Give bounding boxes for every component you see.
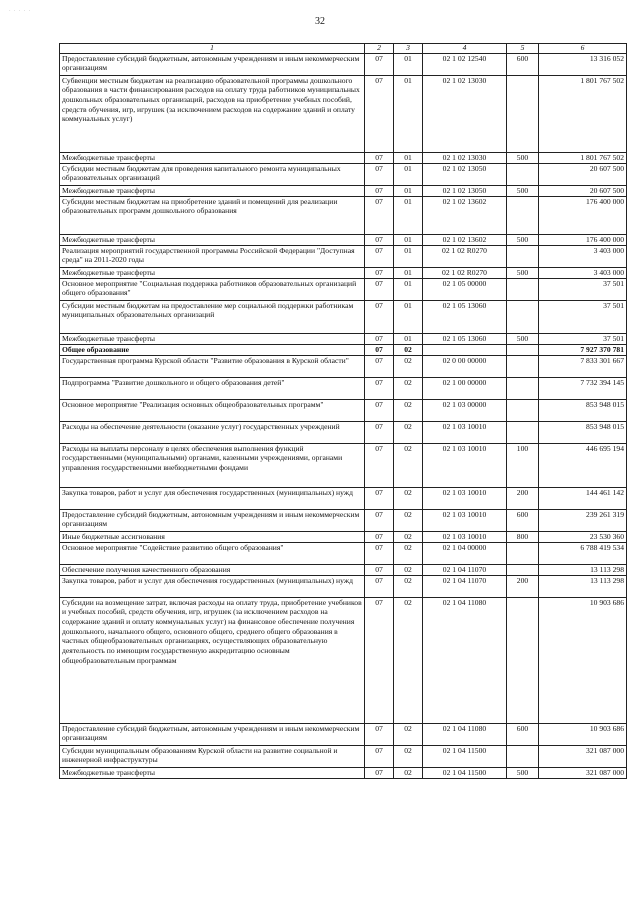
row-subsection: 02	[394, 443, 423, 487]
row-expense-type: 600	[507, 53, 539, 75]
row-target-code: 02 1 05 00000	[423, 278, 507, 300]
row-name: Предоставление субсидий бюджетным, автономным учреждениям и иным некоммерческим организациям	[60, 723, 365, 745]
row-section: 07	[365, 267, 394, 278]
row-name: Субсидии на возмещение затрат, включая расходы на оплату труда, приобретение учебников и учебных пособий, средств обучения, игр, игрушек (за исключением расходов на содержание зданий и оплату коммунальных услуг) на финансовое обеспечение получения дошкольного, начального общего, основного общего, среднего общего образования в частных общеобразовательных организациях, осуществляющих образовательную деятельность по имеющим государственную аккредитацию основным общеобразовательным программам	[60, 597, 365, 723]
row-amount: 13 113 298	[539, 575, 627, 597]
row-expense-type	[507, 377, 539, 399]
row-amount: 853 948 015	[539, 399, 627, 421]
row-name: Обеспечение получения качественного образования	[60, 564, 365, 575]
row-amount: 20 607 500	[539, 163, 627, 185]
row-name: Закупка товаров, работ и услуг для обеспечения государственных (муниципальных) нужд	[60, 575, 365, 597]
table-row	[60, 377, 627, 399]
row-name: Закупка товаров, работ и услуг для обеспечения государственных (муниципальных) нужд	[60, 487, 365, 509]
row-section: 07	[365, 443, 394, 487]
row-section: 07	[365, 152, 394, 163]
table-row	[60, 267, 627, 278]
table-row	[60, 300, 627, 333]
row-subsection: 01	[394, 185, 423, 196]
row-amount: 10 903 686	[539, 597, 627, 723]
row-section: 07	[365, 245, 394, 267]
column-header-section: 2	[365, 44, 394, 54]
table-row	[60, 421, 627, 443]
row-subsection: 02	[394, 509, 423, 531]
row-name: Подпрограмма "Развитие дошкольного и общего образования детей"	[60, 377, 365, 399]
row-amount: 37 501	[539, 278, 627, 300]
row-subsection: 02	[394, 355, 423, 377]
row-amount: 10 903 686	[539, 723, 627, 745]
row-subsection: 01	[394, 163, 423, 185]
row-section: 07	[365, 53, 394, 75]
row-target-code: 02 1 04 11080	[423, 723, 507, 745]
row-target-code: 02 0 00 00000	[423, 355, 507, 377]
row-target-code: 02 1 03 10010	[423, 443, 507, 487]
row-target-code: 02 1 02 R0270	[423, 245, 507, 267]
row-target-code: 02 1 02 13030	[423, 75, 507, 152]
table-row	[60, 152, 627, 163]
table-row	[60, 196, 627, 234]
row-target-code: 02 1 03 10010	[423, 509, 507, 531]
row-subsection: 01	[394, 75, 423, 152]
row-expense-type: 200	[507, 487, 539, 509]
table-row	[60, 767, 627, 778]
table-row	[60, 399, 627, 421]
row-amount: 37 501	[539, 300, 627, 333]
row-expense-type	[507, 421, 539, 443]
table-row	[60, 745, 627, 767]
row-target-code: 02 1 02 12540	[423, 53, 507, 75]
row-amount: 13 316 052	[539, 53, 627, 75]
row-section: 07	[365, 597, 394, 723]
row-amount: 7 927 370 781	[539, 344, 627, 355]
row-name: Субсидии местным бюджетам на предоставление мер социальной поддержки работникам муниципальных образовательных организаций	[60, 300, 365, 333]
row-section: 07	[365, 300, 394, 333]
row-target-code: 02 1 04 11500	[423, 745, 507, 767]
table-row	[60, 564, 627, 575]
row-name: Межбюджетные трансферты	[60, 333, 365, 344]
row-subsection: 02	[394, 597, 423, 723]
row-name: Иные бюджетные ассигнования	[60, 531, 365, 542]
row-subsection: 01	[394, 278, 423, 300]
row-amount: 13 113 298	[539, 564, 627, 575]
row-name: Реализация мероприятий государственной программы Российской Федерации "Доступная среда" на 2011-2020 годы	[60, 245, 365, 267]
row-amount: 321 087 000	[539, 745, 627, 767]
row-section: 07	[365, 185, 394, 196]
row-expense-type: 800	[507, 531, 539, 542]
row-target-code: 02 1 03 10010	[423, 421, 507, 443]
row-expense-type: 100	[507, 443, 539, 487]
row-name: Предоставление субсидий бюджетным, автономным учреждениям и иным некоммерческим организациям	[60, 53, 365, 75]
row-subsection: 02	[394, 767, 423, 778]
row-target-code: 02 1 04 11500	[423, 767, 507, 778]
scan-mark: · · · · ·	[9, 9, 32, 14]
row-amount: 6 788 419 534	[539, 542, 627, 564]
row-subsection: 02	[394, 564, 423, 575]
table-row	[60, 75, 627, 152]
row-section: 07	[365, 564, 394, 575]
row-name: Субсидии муниципальным образованиям Курской области на развитие социальной и инженерной инфраструктуры	[60, 745, 365, 767]
row-amount: 321 087 000	[539, 767, 627, 778]
row-expense-type: 600	[507, 723, 539, 745]
row-section: 07	[365, 399, 394, 421]
row-section: 07	[365, 767, 394, 778]
row-expense-type	[507, 196, 539, 234]
table-row	[60, 245, 627, 267]
row-amount: 20 607 500	[539, 185, 627, 196]
row-section: 07	[365, 531, 394, 542]
row-expense-type	[507, 355, 539, 377]
row-expense-type	[507, 75, 539, 152]
row-subsection: 01	[394, 53, 423, 75]
row-name: Субсидии местным бюджетам для проведения капитального ремонта муниципальных образовательных организаций	[60, 163, 365, 185]
row-subsection: 01	[394, 152, 423, 163]
row-expense-type: 500	[507, 234, 539, 245]
row-section: 07	[365, 196, 394, 234]
row-name: Межбюджетные трансферты	[60, 152, 365, 163]
row-section: 07	[365, 333, 394, 344]
row-subsection: 02	[394, 399, 423, 421]
row-target-code	[423, 344, 507, 355]
row-name: Межбюджетные трансферты	[60, 234, 365, 245]
row-amount: 144 461 142	[539, 487, 627, 509]
row-subsection: 02	[394, 575, 423, 597]
table-row	[60, 163, 627, 185]
column-header-target-code: 4	[423, 44, 507, 54]
table-row	[60, 443, 627, 487]
row-section: 07	[365, 745, 394, 767]
row-subsection: 01	[394, 196, 423, 234]
row-expense-type: 500	[507, 152, 539, 163]
row-amount: 3 403 000	[539, 245, 627, 267]
column-header-amount: 6	[539, 44, 627, 54]
row-target-code: 02 1 02 13050	[423, 163, 507, 185]
row-name: Общее образование	[60, 344, 365, 355]
row-target-code: 02 1 02 13602	[423, 234, 507, 245]
table-row	[60, 723, 627, 745]
row-amount: 23 530 360	[539, 531, 627, 542]
row-section: 07	[365, 575, 394, 597]
page-number: 32	[315, 16, 325, 27]
row-amount: 176 400 000	[539, 196, 627, 234]
table-row	[60, 53, 627, 75]
row-section: 07	[365, 509, 394, 531]
table-row	[60, 333, 627, 344]
row-target-code: 02 1 03 10010	[423, 487, 507, 509]
row-subsection: 01	[394, 267, 423, 278]
row-name: Основное мероприятие "Реализация основных общеобразовательных программ"	[60, 399, 365, 421]
table-row	[60, 487, 627, 509]
row-subsection: 01	[394, 245, 423, 267]
row-target-code: 02 1 04 11070	[423, 564, 507, 575]
row-expense-type	[507, 163, 539, 185]
row-section: 07	[365, 344, 394, 355]
row-name: Государственная программа Курской области "Развитие образования в Курской области"	[60, 355, 365, 377]
row-target-code: 02 1 00 00000	[423, 377, 507, 399]
row-target-code: 02 1 02 13050	[423, 185, 507, 196]
row-section: 07	[365, 355, 394, 377]
row-subsection: 02	[394, 531, 423, 542]
table-row	[60, 575, 627, 597]
table-body	[60, 53, 627, 778]
row-target-code: 02 1 04 00000	[423, 542, 507, 564]
row-target-code: 02 1 03 00000	[423, 399, 507, 421]
table-row	[60, 542, 627, 564]
column-header-subsection: 3	[394, 44, 423, 54]
column-header-expense-type: 5	[507, 44, 539, 54]
row-name: Субсидии местным бюджетам на приобретение зданий и помещений для реализации образовательных программ дошкольного образования	[60, 196, 365, 234]
row-expense-type	[507, 278, 539, 300]
row-name: Межбюджетные трансферты	[60, 267, 365, 278]
row-subsection: 02	[394, 542, 423, 564]
row-name: Субвенции местным бюджетам на реализацию образовательной программы дошкольного образования в части финансирования расходов на оплату труда работников муниципальных дошкольных образовательных организаций, расходов на приобретение учебных пособий, средств обучения, игр, игрушек (за исключением расходов на содержание зданий и оплату коммунальных услуг)	[60, 75, 365, 152]
row-amount: 37 501	[539, 333, 627, 344]
row-section: 07	[365, 723, 394, 745]
row-target-code: 02 1 04 11070	[423, 575, 507, 597]
table-row	[60, 278, 627, 300]
row-expense-type	[507, 745, 539, 767]
row-subsection: 02	[394, 344, 423, 355]
row-section: 07	[365, 234, 394, 245]
row-section: 07	[365, 75, 394, 152]
row-expense-type	[507, 542, 539, 564]
row-subsection: 01	[394, 333, 423, 344]
column-header-name: 1	[60, 44, 365, 54]
table-row	[60, 531, 627, 542]
row-name: Расходы на выплаты персоналу в целях обеспечения выполнения функций государственными (муниципальными) органами, казенными учреждениями, органами управления государственными внебюджетными фондами	[60, 443, 365, 487]
row-expense-type: 500	[507, 333, 539, 344]
table-row	[60, 355, 627, 377]
row-name: Межбюджетные трансферты	[60, 767, 365, 778]
row-subsection: 02	[394, 745, 423, 767]
row-name: Межбюджетные трансферты	[60, 185, 365, 196]
row-section: 07	[365, 278, 394, 300]
row-section: 07	[365, 421, 394, 443]
row-name: Предоставление субсидий бюджетным, автономным учреждениям и иным некоммерческим организациям	[60, 509, 365, 531]
row-section: 07	[365, 542, 394, 564]
budget-table	[59, 43, 627, 779]
row-expense-type: 600	[507, 509, 539, 531]
row-target-code: 02 1 02 13602	[423, 196, 507, 234]
row-expense-type: 500	[507, 185, 539, 196]
row-subsection: 02	[394, 723, 423, 745]
table-row	[60, 509, 627, 531]
row-target-code: 02 1 05 13060	[423, 333, 507, 344]
row-expense-type	[507, 245, 539, 267]
header-row	[60, 44, 627, 54]
row-subsection: 01	[394, 300, 423, 333]
row-section: 07	[365, 377, 394, 399]
row-amount: 853 948 015	[539, 421, 627, 443]
row-amount: 3 403 000	[539, 267, 627, 278]
row-expense-type	[507, 564, 539, 575]
row-amount: 7 732 394 145	[539, 377, 627, 399]
row-section: 07	[365, 163, 394, 185]
row-target-code: 02 1 02 R0270	[423, 267, 507, 278]
row-expense-type	[507, 300, 539, 333]
row-target-code: 02 1 02 13030	[423, 152, 507, 163]
row-section: 07	[365, 487, 394, 509]
row-target-code: 02 1 03 10010	[423, 531, 507, 542]
row-name: Основное мероприятие "Содействие развитию общего образования"	[60, 542, 365, 564]
table-row	[60, 185, 627, 196]
row-amount: 7 833 301 667	[539, 355, 627, 377]
row-amount: 1 801 767 502	[539, 75, 627, 152]
row-subsection: 01	[394, 234, 423, 245]
row-subsection: 02	[394, 377, 423, 399]
row-subsection: 02	[394, 421, 423, 443]
row-expense-type	[507, 597, 539, 723]
row-expense-type: 500	[507, 767, 539, 778]
row-subsection: 02	[394, 487, 423, 509]
row-expense-type	[507, 399, 539, 421]
row-amount: 239 261 319	[539, 509, 627, 531]
row-amount: 176 400 000	[539, 234, 627, 245]
row-target-code: 02 1 05 13060	[423, 300, 507, 333]
table-header	[60, 44, 627, 54]
row-target-code: 02 1 04 11080	[423, 597, 507, 723]
table-row	[60, 234, 627, 245]
row-amount: 1 801 767 502	[539, 152, 627, 163]
row-amount: 446 695 194	[539, 443, 627, 487]
row-expense-type: 500	[507, 267, 539, 278]
row-name: Расходы на обеспечение деятельности (оказание услуг) государственных учреждений	[60, 421, 365, 443]
row-expense-type	[507, 344, 539, 355]
table-row	[60, 597, 627, 723]
row-name: Основное мероприятие "Социальная поддержка работников образовательных организаций общего образования"	[60, 278, 365, 300]
row-expense-type: 200	[507, 575, 539, 597]
table-row	[60, 344, 627, 355]
